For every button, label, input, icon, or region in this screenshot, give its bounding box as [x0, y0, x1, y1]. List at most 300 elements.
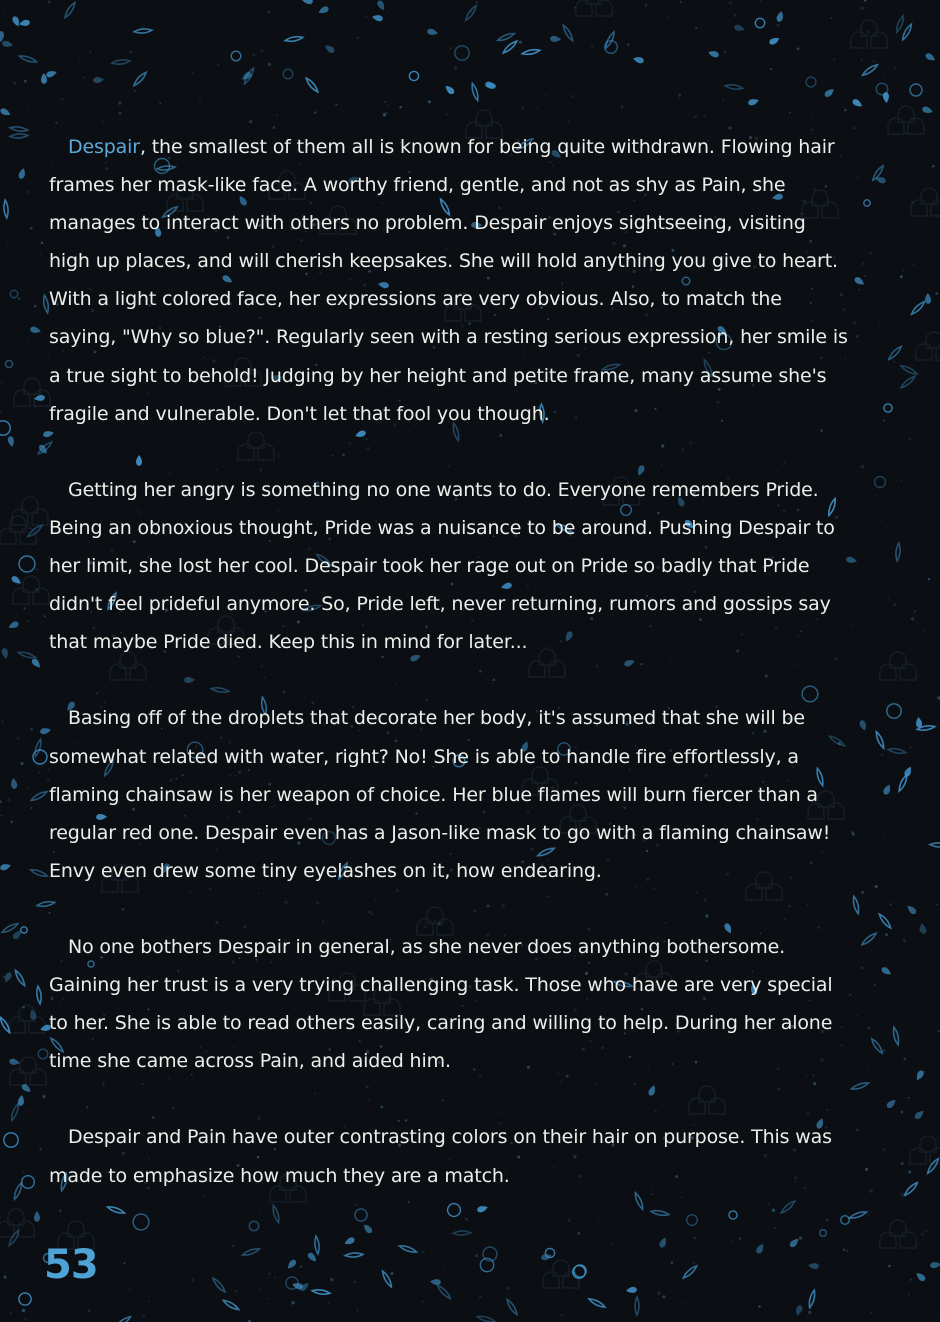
droplet-icon	[918, 922, 927, 934]
speckle-dot	[667, 16, 669, 18]
droplet-icon	[755, 1242, 766, 1255]
speckle-dot	[935, 292, 938, 295]
speckle-dot	[192, 72, 194, 74]
ghost-cluster-icon	[0, 1209, 34, 1237]
speckle-dot	[884, 834, 886, 836]
speckle-dot	[879, 321, 880, 322]
speckle-dot	[10, 1312, 12, 1314]
speckle-dot	[865, 1168, 868, 1171]
speckle-dot	[22, 1309, 25, 1312]
speckle-dot	[475, 1254, 478, 1257]
speckle-dot	[330, 1278, 333, 1281]
speckle-dot	[408, 1201, 410, 1203]
speckle-dot	[14, 82, 16, 84]
speckle-dot	[55, 122, 57, 124]
leaf-icon	[312, 1289, 330, 1295]
speckle-dot	[903, 939, 906, 942]
speckle-dot	[383, 113, 386, 116]
paragraph-3: Basing off of the droplets that decorate her body, it's assumed that she will be somewhat related with water, right? No! She is able to handle fire effortlessly, a flaming chainsaw is her weapon of choice. Her blue flames will burn fiercer than a regular red one. Despair even has a Jason-like mask to go with a flaming chainsaw! Envy even drew some tiny eyelashes on it, how endearing.	[49, 707, 831, 882]
leaf-icon	[901, 23, 913, 41]
speckle-dot	[923, 629, 925, 631]
speckle-dot	[83, 76, 85, 78]
droplet-icon	[317, 5, 330, 15]
speckle-dot	[384, 101, 386, 103]
droplet-icon	[906, 904, 918, 916]
ghost-figure	[33, 588, 49, 604]
speckle-dot	[734, 14, 737, 17]
speckle-dot	[0, 410, 3, 413]
speckle-dot	[422, 1300, 424, 1302]
speckle-dot	[905, 132, 908, 135]
ghost-figure	[29, 1017, 45, 1033]
speckle-dot	[217, 64, 219, 66]
leaf-icon	[112, 59, 130, 65]
droplet-icon	[323, 43, 335, 54]
bubble-icon	[21, 927, 27, 933]
droplet-icon	[913, 1109, 925, 1121]
leaf-icon	[63, 1, 76, 18]
speckle-dot	[908, 1294, 909, 1295]
speckle-dot	[936, 904, 938, 906]
speckle-dot	[445, 113, 447, 115]
speckle-dot	[451, 1313, 452, 1314]
speckle-dot	[428, 100, 431, 103]
droplet-icon	[11, 15, 21, 27]
speckle-dot	[266, 1298, 268, 1300]
speckle-dot	[18, 297, 20, 299]
speckle-dot	[24, 80, 27, 83]
speckle-dot	[399, 106, 402, 109]
droplet-icon	[18, 167, 27, 179]
leaf-icon	[900, 375, 916, 390]
droplet-icon	[10, 778, 17, 790]
speckle-dot	[730, 32, 731, 33]
speckle-dot	[861, 966, 864, 969]
bubble-icon	[249, 1221, 258, 1230]
bubble-icon	[884, 404, 892, 412]
speckle-dot	[27, 787, 29, 789]
speckle-dot	[27, 341, 29, 343]
leaf-icon	[10, 126, 28, 132]
bubble-icon	[729, 1211, 737, 1219]
ghost-figure	[563, 1272, 579, 1288]
ghost-figure	[900, 1232, 916, 1248]
bubble-icon	[806, 77, 816, 87]
speckle-dot	[260, 49, 263, 52]
droplet-icon	[776, 10, 785, 22]
speckle-dot	[119, 112, 122, 115]
droplet-icon	[921, 106, 933, 115]
droplet-icon	[29, 326, 41, 335]
speckle-dot	[274, 1277, 275, 1278]
droplet-icon	[45, 69, 57, 78]
speckle-dot	[571, 95, 574, 98]
speckle-dot	[34, 305, 36, 307]
droplet-icon	[747, 97, 759, 106]
speckle-dot	[26, 1111, 27, 1112]
speckle-dot	[857, 176, 859, 178]
speckle-dot	[27, 107, 28, 108]
droplet-icon	[0, 31, 4, 42]
speckle-dot	[203, 1195, 205, 1197]
speckle-dot	[684, 1302, 686, 1304]
speckle-dot	[356, 1309, 358, 1311]
bubble-icon	[10, 290, 17, 297]
speckle-dot	[252, 53, 255, 56]
leaf-icon	[562, 24, 575, 41]
droplet-icon	[632, 56, 644, 65]
leaf-icon	[808, 1290, 817, 1308]
speckle-dot	[862, 262, 865, 265]
bubble-icon	[355, 1209, 367, 1221]
ghost-cluster-icon	[911, 188, 940, 216]
leaf-icon	[849, 1210, 867, 1220]
speckle-dot	[858, 289, 860, 291]
speckle-dot	[891, 1262, 892, 1263]
ghost-figure	[931, 200, 940, 216]
speckle-dot	[561, 1314, 563, 1316]
ghost-figure	[888, 118, 904, 134]
ghost-cluster-icon	[880, 1220, 916, 1248]
leaf-icon	[33, 739, 42, 757]
droplet-icon	[343, 1236, 356, 1246]
speckle-dot	[903, 1058, 906, 1061]
text-body	[49, 128, 849, 1195]
speckle-dot	[759, 0, 762, 2]
leaf-icon	[861, 932, 878, 946]
leaf-icon	[212, 1277, 227, 1293]
speckle-dot	[465, 1218, 468, 1221]
speckle-dot	[79, 60, 81, 62]
droplet-icon	[880, 966, 892, 977]
speckle-dot	[365, 15, 367, 17]
speckle-dot	[774, 1228, 776, 1230]
bubble-icon	[574, 1265, 586, 1277]
ghost-figure	[13, 588, 29, 604]
speckle-dot	[118, 101, 121, 104]
droplet-icon	[371, 14, 383, 22]
speckle-dot	[671, 1261, 673, 1263]
leaf-icon	[895, 543, 901, 561]
speckle-dot	[692, 1261, 695, 1264]
speckle-dot	[32, 878, 33, 879]
speckle-dot	[277, 115, 278, 116]
speckle-dot	[30, 728, 33, 731]
leaf-icon	[271, 1205, 280, 1223]
droplet-icon	[808, 1262, 820, 1269]
leaf-icon	[502, 40, 518, 55]
speckle-dot	[1, 382, 3, 384]
speckle-dot	[142, 1315, 145, 1318]
speckle-dot	[607, 1238, 608, 1239]
bubble-icon	[409, 71, 418, 80]
speckle-dot	[90, 52, 91, 53]
leaf-icon	[10, 1103, 20, 1121]
speckle-dot	[870, 1311, 873, 1314]
leaf-icon	[30, 790, 48, 802]
speckle-dot	[888, 597, 890, 599]
speckle-dot	[901, 1162, 904, 1165]
leaf-icon	[314, 1236, 320, 1254]
droplet-icon	[707, 49, 719, 58]
leaf-icon	[851, 1081, 869, 1091]
speckle-dot	[887, 1281, 888, 1282]
speckle-dot	[938, 1030, 940, 1032]
droplet-icon	[540, 1253, 552, 1261]
speckle-dot	[890, 903, 892, 905]
droplet-icon	[430, 1278, 441, 1285]
speckle-dot	[662, 1295, 665, 1298]
speckle-dot	[678, 98, 680, 100]
speckle-dot	[900, 275, 903, 278]
speckle-dot	[39, 772, 41, 774]
speckle-dot	[44, 615, 46, 617]
speckle-dot	[808, 1311, 811, 1314]
speckle-dot	[328, 1302, 330, 1304]
leaf-icon	[345, 1252, 363, 1257]
leaf-icon	[588, 1297, 606, 1309]
leaf-icon	[453, 1231, 471, 1236]
droplet-icon	[29, 1009, 37, 1021]
droplet-icon	[788, 1237, 800, 1249]
speckle-dot	[568, 1219, 571, 1222]
droplet-icon	[0, 862, 12, 871]
droplet-icon	[9, 1058, 21, 1066]
leaf-icon	[635, 1297, 639, 1315]
droplet-icon	[794, 1304, 803, 1316]
speckle-dot	[3, 976, 6, 979]
speckle-dot	[758, 1305, 761, 1308]
droplet-icon	[915, 1271, 927, 1283]
speckle-dot	[902, 269, 904, 271]
ghost-figure	[30, 1069, 46, 1085]
droplet-icon	[444, 84, 456, 96]
paragraph-1	[49, 128, 849, 433]
leaf-icon	[604, 31, 616, 49]
droplet-icon	[550, 36, 561, 43]
speckle-dot	[678, 93, 681, 96]
speckle-dot	[883, 419, 885, 421]
speckle-dot	[10, 900, 11, 901]
bubble-icon	[38, 1049, 48, 1059]
paragraph-5: Despair and Pain have outer contrasting colors on their hair on purpose. This was made to emphasize how much they are a match.	[49, 1126, 832, 1187]
speckle-dot	[883, 1148, 886, 1151]
ghost-cluster-icon	[576, 0, 612, 16]
ghost-figure	[596, 0, 612, 16]
speckle-dot	[924, 1071, 926, 1073]
ghost-cluster-icon	[0, 516, 36, 544]
droplet-icon	[853, 276, 865, 287]
speckle-dot	[568, 120, 570, 122]
speckle-dot	[449, 47, 452, 50]
speckle-dot	[353, 1280, 356, 1283]
leaf-icon	[780, 1200, 796, 1215]
droplet-icon	[306, 1251, 318, 1263]
speckle-dot	[852, 624, 854, 626]
droplet-icon	[1, 647, 9, 659]
speckle-dot	[768, 1203, 769, 1204]
speckle-dot	[722, 1260, 723, 1261]
leaf-icon	[903, 1181, 919, 1197]
bubble-icon	[0, 421, 10, 435]
speckle-dot	[40, 253, 42, 255]
leaf-icon	[477, 1315, 495, 1322]
droplet-icon	[851, 98, 863, 109]
speckle-dot	[913, 263, 915, 265]
leaf-icon	[132, 71, 147, 87]
leaf-icon	[30, 868, 48, 878]
droplet-icon	[10, 575, 22, 586]
speckle-dot	[192, 1279, 195, 1282]
bubble-icon	[5, 360, 12, 367]
speckle-dot	[453, 126, 454, 127]
droplet-icon	[34, 1211, 40, 1222]
leaf-icon	[861, 63, 878, 77]
speckle-dot	[335, 104, 337, 106]
droplet-icon	[376, 0, 387, 12]
leaf-icon	[725, 84, 743, 90]
speckle-dot	[59, 1209, 62, 1212]
speckle-dot	[356, 37, 358, 39]
droplet-icon	[914, 1069, 925, 1082]
ghost-figure	[543, 1272, 559, 1288]
speckle-dot	[7, 241, 9, 243]
droplet-icon	[362, 1223, 374, 1235]
speckle-dot	[644, 4, 647, 7]
speckle-dot	[900, 1111, 903, 1114]
speckle-dot	[867, 1026, 870, 1029]
leaf-icon	[870, 1038, 884, 1055]
ghost-cluster-icon	[916, 332, 940, 360]
ghost-figure	[908, 118, 924, 134]
leaf-icon	[887, 345, 902, 361]
speckle-dot	[386, 112, 388, 114]
speckle-dot	[894, 603, 897, 606]
speckle-dot	[507, 1287, 510, 1290]
speckle-dot	[883, 77, 885, 79]
speckle-dot	[128, 1289, 130, 1291]
speckle-dot	[856, 335, 859, 338]
speckle-dot	[875, 885, 878, 888]
speckle-dot	[888, 1265, 891, 1268]
leaf-icon	[107, 1205, 125, 1215]
droplet-icon	[924, 52, 937, 63]
speckle-dot	[260, 1289, 261, 1290]
leaf-icon	[436, 1284, 451, 1300]
speckle-dot	[159, 102, 161, 104]
speckle-dot	[861, 465, 864, 468]
speckle-dot	[722, 98, 725, 101]
ghost-figure	[871, 32, 887, 48]
speckle-dot	[869, 1189, 872, 1192]
speckle-dot	[681, 1197, 683, 1199]
speckle-dot	[850, 994, 852, 996]
speckle-dot	[199, 98, 201, 100]
speckle-dot	[909, 746, 912, 749]
speckle-dot	[268, 11, 270, 13]
droplet-icon	[7, 620, 20, 630]
speckle-dot	[928, 578, 930, 580]
speckle-dot	[443, 1264, 445, 1266]
speckle-dot	[17, 737, 20, 740]
leaf-icon	[114, 1315, 131, 1322]
speckle-dot	[26, 191, 29, 194]
speckle-dot	[10, 821, 13, 824]
speckle-dot	[908, 1170, 911, 1173]
bubble-icon	[22, 1176, 35, 1189]
speckle-dot	[355, 1204, 357, 1206]
leaf-icon	[522, 48, 540, 55]
speckle-dot	[519, 41, 522, 44]
leaf-icon	[19, 54, 37, 63]
speckle-dot	[422, 1251, 425, 1254]
speckle-dot	[844, 109, 846, 111]
speckle-dot	[386, 104, 388, 106]
leaf-icon	[888, 747, 906, 754]
speckle-dot	[273, 1315, 274, 1316]
speckle-dot	[921, 1233, 924, 1236]
speckle-dot	[868, 1214, 870, 1216]
speckle-dot	[856, 1128, 859, 1131]
speckle-dot	[148, 1300, 150, 1302]
ghost-cluster-icon	[851, 20, 887, 48]
speckle-dot	[910, 1279, 912, 1281]
speckle-dot	[922, 442, 924, 444]
speckle-dot	[854, 127, 856, 129]
ghost-figure	[880, 664, 896, 680]
character-name-despair: Despair	[68, 136, 140, 158]
speckle-dot	[30, 227, 33, 230]
ghost-figure	[32, 509, 48, 525]
leaf-icon	[900, 364, 918, 376]
ghost-figure	[936, 344, 940, 360]
bubble-icon	[455, 46, 469, 60]
leaf-icon	[18, 651, 36, 660]
droplet-icon	[7, 435, 15, 447]
bubble-icon	[19, 1293, 31, 1305]
speckle-dot	[27, 620, 29, 622]
speckle-dot	[695, 27, 697, 29]
speckle-dot	[739, 1237, 742, 1240]
speckle-dot	[852, 833, 855, 836]
speckle-dot	[31, 807, 33, 809]
speckle-dot	[894, 67, 897, 70]
leaf-icon	[36, 986, 42, 1004]
speckle-dot	[867, 31, 870, 34]
ghost-figure	[10, 1069, 26, 1085]
ghost-figure	[880, 1232, 896, 1248]
speckle-dot	[577, 1232, 580, 1235]
leaf-icon	[10, 133, 28, 138]
speckle-dot	[870, 252, 873, 255]
speckle-dot	[772, 1209, 775, 1212]
speckle-dot	[598, 1218, 599, 1219]
speckle-dot	[124, 1262, 126, 1264]
speckle-dot	[545, 95, 547, 97]
speckle-dot	[861, 891, 864, 894]
leaf-icon	[399, 1244, 417, 1254]
speckle-dot	[234, 1290, 237, 1293]
droplet-icon	[874, 175, 886, 184]
speckle-dot	[789, 112, 791, 114]
speckle-dot	[757, 1200, 759, 1202]
ghost-cluster-icon	[14, 378, 50, 406]
speckle-dot	[36, 101, 38, 103]
speckle-dot	[627, 43, 630, 46]
speckle-dot	[61, 98, 63, 100]
leaf-icon	[892, 1027, 900, 1045]
speckle-dot	[901, 1193, 904, 1196]
